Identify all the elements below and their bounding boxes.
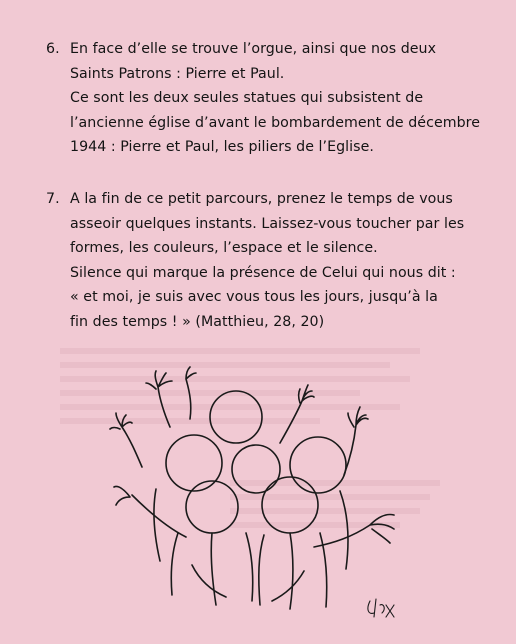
list-item-6 — [46, 37, 486, 160]
people-raising-hands-drawing — [108, 365, 413, 630]
item-text — [70, 37, 486, 160]
text-line: Saints Patrons : Pierre et Paul. — [70, 65, 285, 82]
text-line: asseoir quelques instants. Laissez-vous toucher par les — [70, 215, 465, 232]
item-number: 7. — [46, 191, 60, 207]
text-line: En face d’elle se trouve l’orgue, ainsi que nos deux — [70, 41, 437, 57]
list-item-7 — [46, 187, 486, 334]
text-line: « et moi, je suis avec vous tous les jours, jusqu’à la — [70, 289, 438, 305]
item-text — [70, 187, 486, 334]
text-line: A la fin de ce petit parcours, prenez le temps de vous — [70, 191, 453, 207]
text-line: fin des temps ! » (Matthieu, 28, 20) — [70, 313, 325, 330]
text-line: l’ancienne église d’avant le bombardement de décembre — [70, 114, 480, 131]
text-line: Silence qui marque la présence de Celui qui nous dit : — [70, 264, 456, 281]
text-line: Ce sont les deux seules statues qui subsistent de — [70, 90, 424, 106]
text-line: formes, les couleurs, l’espace et le silence. — [70, 240, 378, 256]
text-line: 1944 : Pierre et Paul, les piliers de l’Eglise. — [70, 139, 374, 155]
item-number: 6. — [46, 41, 60, 57]
